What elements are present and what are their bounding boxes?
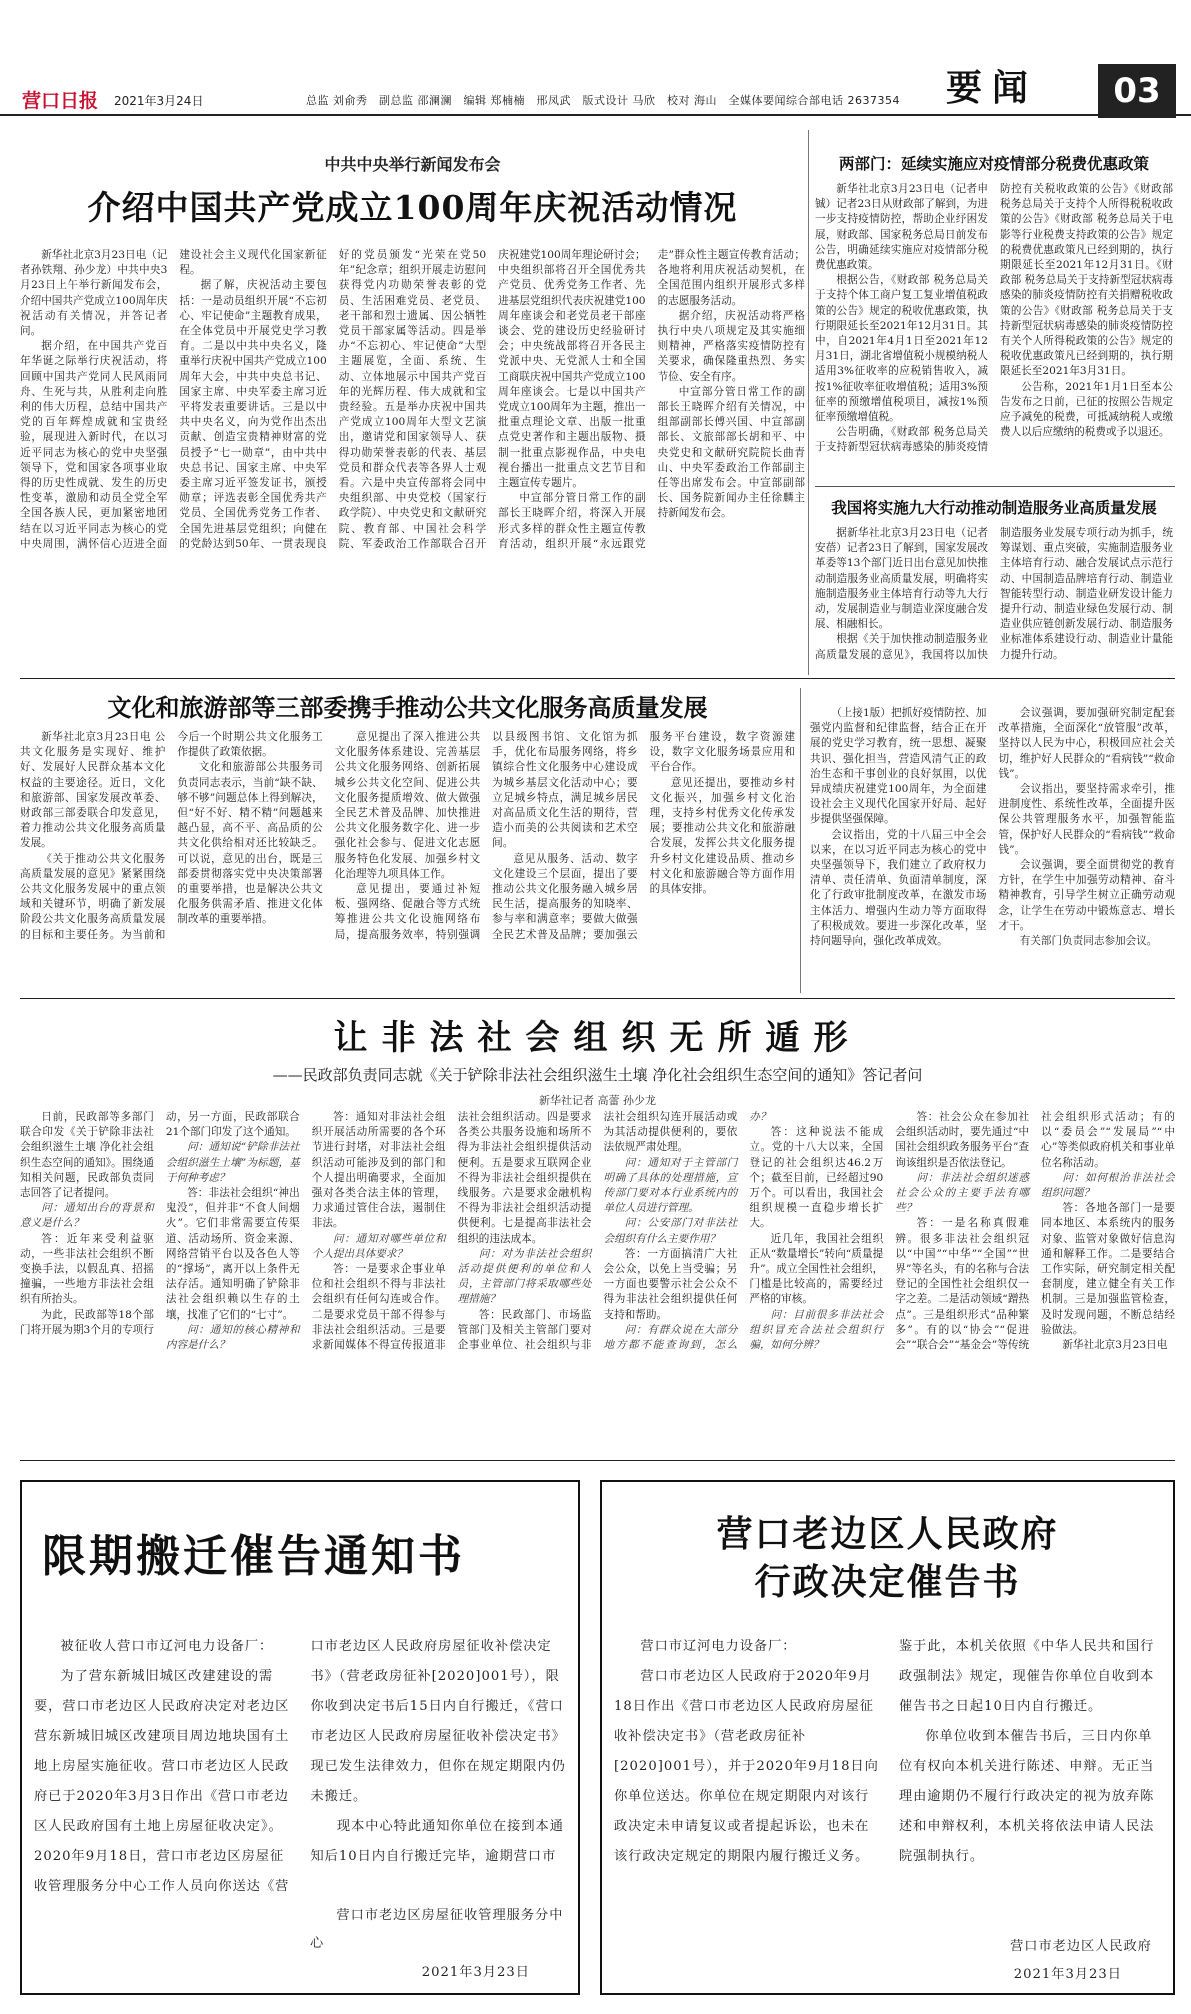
paragraph: 问：通知对哪些单位和个人提出具体要求？ [311,1232,446,1260]
paragraph: 据新华社北京3月23日电（记者安蓓）记者23日了解到，国家发展改革委等13个部门近日出台意见加快推动制造服务业高质量发展，明确将实施制造服务业主体培育行动等九大行动，发展制造业与制造业深度融合发展、相融相长。 [815,527,988,631]
paragraph: 公告明确，《财政部 税务总局关于支持新型冠状病毒感染的肺炎疫情防控有关税收政策的公告》《财政部 税务总局关于支持个人所得税税收政策的公告》《财政部 税务总局关于电影等行业税费支持政策的公告》规定的税费优惠政策凡已经到期的，执行期限延长至2021年12月31日。《财政部 税务总局关于支持新型冠状病毒感染的肺炎疫情防控有关捐赠税收政策的公告》《财政部 税务总局关于支持新型冠状病毒感染的肺炎疫情防控有关个人所得税政策的公告》规定的税收优惠政策凡已经到期的，执行期限延长至2021年3月31日。 [815,183,1173,454]
paragraph: 文化和旅游部公共服务司负责同志表示，当前“缺不缺、够不够”问题总体上得到解决，但“好不好、精不精”问题越来越凸显，高不平、高品质的公共文化供给相对还比较缺乏。可以说，意见的出台，既是三部委贯彻落实党中央决策部署的重要举措，也是解决公共文化服务供需矛盾、推进文化体制改革的重要举措。 [177,761,323,926]
notice-date: 2021年3月23日 [421,1965,530,1980]
paragraph: 近几年，我国社会组织正从“数量增长”转向“质量提升”。成立全国性社会组织，门槛是比较高的，需要经过严格的审核。 [749,1232,884,1306]
section-title: 要闻 [946,67,1039,109]
notice-date: 2021年3月23日 [1013,1967,1122,1982]
paragraph: 会议指出，党的十八届三中全会以来，在以习近平同志为核心的党中央坚强领导下，我们建立了政府权力清单、责任清单、负面清单制度，深化了行政审批制度改革，在激发市场主体活力、增强内生动力等方面取得了积极成效。要进一步深化改革，坚持问题导向，强化改革成效。 [810,828,987,948]
paragraph: 意见提出，要通过补短板、强网络、促融合等方式统筹推进公共文化设施网络布局，提高服务效率，特别强调以县级图书馆、文化馆为抓手，优化布局服务网络，将乡镇综合性文化服务中心建设成为城乡基层文化活动中心；要立足城乡特点，满足城乡居民对高品质文化生活的期待，营造小而美的公共阅读和艺术空间。 [334,731,638,941]
paragraph: 答：一方面搞清广大社会公众，以免上当受骗；另一方面也要警示社会公众不得为非法社会组织提供任何支持和帮助。 [603,1247,738,1321]
paragraph: 答：近年来受利益驱动，一些非法社会组织不断变换手法，以假乱真、招摇撞骗，一些地方非法社会组织有所抬头。 [20,1232,154,1306]
article-public-culture [20,688,795,993]
paragraph: 根据《关于加快推动制造服务业高质量发展的意见》，我国将以加快制造服务业发展专项行动为抓手，统筹谋划、重点突破，实施制造服务业主体培育行动、融合发展试点示范行动、中国制造品牌培育行动、制造业智能转型行动、制造业研发设计能力提升行动、制造业绿色发展行动、制造业供应链创新发展行动、制造服务业标准体系建设行动、制造业计量能力提升行动。 [815,527,1173,661]
paragraph: 据了解，庆祝活动主要包括：一是动员组织开展“不忘初心、牢记使命”主题教育成果，在全体党员中开展党史学习教育。二是以中共中央名义，隆重举行庆祝中国共产党成立100周年大会，中共中央总书记、国家主席、中央军委主席习近平将发表重要讲话。三是以中共中央名义，向为党作出杰出贡献、创造宝贵精神财富的党员授予“七一勋章”，由中共中央总书记、国家主席、中央军委主席习近平签发证书，颁授勋章；评选表彰全国优秀共产党员、全国优秀党务工作者、全国先进基层党组织；向健在的党龄达到50年、一贯表现良好的党员颁发“光荣在党50年”纪念章；组织开展走访慰问获得党内功勋荣誉表彰的党员、生活困难党员、老党员、老干部和烈士遗属、因公牺牲党员干部家属等活动。四是举办“不忘初心、牢记使命”大型主题展览，全面、系统、生动、立体地展示中国共产党百年的光辉历程、伟大成就和宝贵经验。五是举办庆祝中国共产党成立100周年大型文艺演出，邀请党和国家领导人、获得功勋荣誉表彰的代表、基层党员和群众代表等各界人士观看。六是中央宣传部将会同中央组织部、中央党校（国家行政学院）、中央党史和文献研究院、教育部、中国社会科学院、军委政治工作部联合召开庆祝建党100周年理论研讨会；中央组织部将召开全国优秀共产党员、优秀党务工作者、先进基层党组织代表庆祝建党100周年座谈会和老党员老干部座谈会、党的建设历史经验研讨会；中央统战部将召开各民主党派中央、无党派人士和全国工商联庆祝中国共产党成立100周年座谈会。七是以中国共产党成立100周年为主题，推出一批重点理论文章、出版一批重点党史著作和主题出版物、摄制一批重点影视作品，中央电视台播出一批重点文艺节目和主题宣传专题片。 [179,249,646,550]
issue-date: 2021年3月24日 [114,94,204,108]
paragraph: 问：有群众说在大部分地方都不能查询到，怎么办？ [603,1111,771,1352]
masthead [0,0,1191,124]
paragraph: 答：一是要求企事业单位和社会组织不得与非法社会组织有任何勾连或合作。二是要求党员干部不得参与非法社会组织活动。三是要求新闻媒体不得宣传报道非法社会组织活动。四是要求各类公共服务设施和场所不得为非法社会组织提供活动便利。五是要求互联网企业不得为非法社会组织提供在线服务。六是要求金融机构不得为非法社会组织活动提供便利。七是提高非法社会组织的违法成本。 [311,1111,592,1352]
notice-body [34,1632,569,1912]
newspaper-logo: 营口日报 [22,90,99,112]
paragraph: 新华社北京3月23日电（记者孙铁翔、孙少龙）中共中央3月23日上午举行新闻发布会，介绍中国共产党成立100周年庆祝活动有关情况，并答记者问。 [20,249,168,338]
paragraph: 被征收人营口市辽河电力设备厂： [60,1639,274,1654]
paragraph: 中宣部分管日常工作的副部长王晓晖介绍有关情况，中组部副部长傅兴国、中宣部副部长、文旅部部长胡和平、中央党史和文献研究院院长曲青山、中央军委政治工作部副主任等出席发布会。中宣部副部长、国务院新闻办主任徐麟主持新闻发布会。 [657,385,805,520]
paragraph: 会议强调，要全面贯彻党的教育方针，在学生中加强劳动精神、奋斗精神教育，引导学生树立正确劳动观念，让学生在劳动中锻炼意志、增长才干。 [998,859,1175,932]
paragraph: 会议指出，要坚持需求牵引，推进制度性、系统性改革，全面提升医保公共管理服务水平，加强智能监管，保护好人民群众的“看病钱”“救命钱”。 [998,783,1175,856]
article-body [815,182,1173,474]
article-byline: 新华社记者 高蕾 孙少龙 [539,1094,656,1107]
paragraph: 答：民政部门、市场监管部门及相关主管部门要对企事业单位、社会组织与非法社会组织勾连开展活动或为其活动提供便利的，要依法依规严肃处理。 [457,1111,738,1352]
paragraph: 问：通知说“铲除非法社会组织滋生土壤”为标题，基于何种考虑？ [165,1141,300,1184]
notice-title-line1: 营口老边区人民政府 [716,1513,1059,1555]
article-continued [810,706,1175,996]
paragraph: 问：公安部门对非法社会组织有什么主要作用？ [603,1217,738,1245]
article-body [20,248,805,668]
article-body [810,706,1175,994]
section-divider [20,998,1175,999]
notice-signer: 营口市老边区人民政府 [1010,1939,1152,1954]
notice-administrative-reminder [600,1480,1175,1995]
editorial-staff: 总监 刘俞秀 副总监 邵澜澜 编辑 郑楠楠 邢凤武 版式设计 马欣 校对 海山 全媒体要闻综合部电话 2637354 [306,94,900,107]
section-divider [815,486,1175,487]
paragraph: 意见还提出，要推动乡村文化振兴，加强乡村文化治理，支持乡村优秀文化传承发展；要推动公共文化和旅游融合发展，发挥公共文化服务提升乡村文化建设品质、推动乡村文化和旅游融合等方面作用的具体安排。 [649,776,795,896]
article-headline: 两部门：延续实施应对疫情部分税费优惠政策 [838,154,1149,173]
masthead-rule [0,114,1191,116]
article-body [20,1110,1175,1450]
paragraph: 答：非法社会组织“神出鬼没”，但并非“不食人间烟火”。它们非常需要宣传渠道、活动场所、资金来源、网络营销平台以及各色人等的“撑场”，离开以上条件无法存活。通知明确了铲除非法社会组织赖以生存的土壤，找准了它们的“七寸”。 [165,1187,300,1321]
paragraph: 有关部门负责同志参加会议。 [1019,935,1158,948]
article-body [20,730,795,990]
paragraph: 营口市辽河电力设备厂： [640,1639,797,1654]
paragraph: 为了营东新城旧城区改建建设的需要，营口市老边区人民政府决定对老边区营东新城旧城区改建项目周边地块国有土地上房屋实施征收。营口市老边区人民政府已于2020年3月3日作出《营口市老边区人民政府国有土地上房屋征收决定》。2020年9月18日，营口市老边区房屋征收管理服务分中心工作人员向你送达《营口市老边区人民政府房屋征收补偿决定书》（营老政房征补[2020]001号），限你收到决定书后15日内自行搬迁，《营口市老边区人民政府房屋征收补偿决定书》现已发生法律效力，但你在规定期限内仍未搬迁。 [34,1639,566,1894]
notice-body [614,1632,1164,1937]
paragraph: 会议强调，要加强研究制定配套改革措施，全面深化“放管服”改革，坚持以人民为中心，积极回应社会关切，维护好人民群众的“看病钱”“救命钱”。 [998,707,1175,780]
paragraph: 营口市老边区人民政府于2020年9月18日作出《营口市老边区人民政府房屋征收补偿决定书》（营老政房征补[2020]001号），并于2020年9月18日向你单位送达。你单位在规定期限内对该行政决定未申请复议或者提起诉讼，也未在该行政决定规定的期限内履行搬迁义务。鉴于此，本机关依照《中华人民共和国行政强制法》规定，现催告你单位自收到本催告书之日起10日内自行搬迁。 [614,1639,1155,1864]
article-headline: 介绍中国共产党成立100周年庆祝活动情况 [87,188,738,227]
paragraph: 新华社北京3月23日电（记者申铖）记者23日从财政部了解到，为进一步支持疫情防控，帮助企业纾困发展，财政部、国家税务总局日前发布公告，明确延续实施应对疫情部分税费优惠政策。 [815,183,988,272]
article-illegal-organizations [20,1010,1175,1455]
article-kicker: 中共中央举行新闻发布会 [324,155,501,174]
page-number: 03 [1098,64,1176,118]
paragraph: 问：非法社会组织迷惑社会公众的主要手法有哪些？ [895,1171,1030,1215]
paragraph: 意见提出了深入推进公共文化服务体系建设、完善基层公共文化服务网络、创新拓展城乡公共文化空间、促进公共文化服务提质增效、做大做强全民艺术普及品牌、加快推进公共文化服务数字化、进一步强化社会参与、促进文化志愿服务特色化发展、加强乡村文化治理等九项具体工作。 [334,731,481,880]
paragraph: 答：通知对非法社会组织开展活动所需要的各个环节进行封堵，对非法社会组织活动可能涉及到的部门和个人提出明确要求，全面加强对各类合法主体的管理，力求通过管住合法，遏制住非法。 [311,1111,446,1230]
paragraph: 新华社北京3月23日电 公共文化服务是实现好、维护好、发展好人民群众基本文化权益的主要途径。近日，文化和旅游部、国家发展改革委、财政部三部委联合印发意见，着力推动公共文化服务高质量发展。 [20,731,166,850]
paragraph: 意见从服务、活动、数字文化建设三个层面，提出了要推动公共文化服务融入城乡居民生活，提高服务的知晓率、参与率和满意率；要做大做强全民艺术普及品牌；要加强云服务平台建设，数字资源建设，数字文化服务场景应用和平台合作。 [492,731,795,941]
article-body [815,526,1173,676]
column-divider [800,688,801,993]
paragraph: 问：对为非法社会组织活动提供便利的单位和人员，主管部门将采取哪些处理措施？ [457,1247,592,1306]
paragraph: 问：目前很多非法社会组织冒充合法社会组织行骗，如何分辨？ [749,1308,884,1352]
paragraph: 日前，民政部等多部门联合印发《关于铲除非法社会组织滋生土壤 净化社会组织生态空间的通知》。围绕通知相关问题，民政部负责同志回答了记者提问。 [20,1111,154,1200]
paragraph: 你单位收到本催告书后，三日内你单位有权向本机关进行陈述、申辩。无正当理由逾期仍不履行行政决定的视为放弃陈述和申辩权利，本机关将依法申请人民法院强制执行。 [899,1729,1155,1864]
article-subtitle: ——民政部负责同志就《关于铲除非法社会组织滋生土壤 净化社会组织生态空间的通知》答记者问 [272,1066,923,1084]
paragraph: 问：通知出台的背景和意义是什么？ [20,1202,154,1230]
paragraph: 据介绍，庆祝活动将严格执行中央八项规定及其实施细则精神，严格落实疫情防控有关要求，确保隆重热烈、务实节俭、安全有序。 [657,309,805,383]
paragraph: 问：通知的核心精神和内容是什么？ [165,1323,300,1352]
paragraph: 答：这种说法不能成立。党的十八大以来，全国登记的社会组织达46.2万个；截至目前，已经超过90万个。可以看出，我国社会组织规模一直稳步增长扩大。 [749,1126,884,1230]
paragraph: 为此，民政部等18个部门将开展为期3个月的专项行动，另一方面，民政部联合21个部门印发了这个通知。 [20,1111,300,1336]
paragraph: 根据公告，《财政部 税务总局关于支持个体工商户复工复业增值税政策的公告》规定的税收优惠政策，执行期限延长至2021年12月31日。其中，自2021年4月1日至2021年12月31日，湖北省增值税小规模纳税人适用3%征收率的应税销售收入，减按1%征收率征收增值税；适用3%预征率的预缴增值税项目，减按1%预征率预缴增值税。 [815,274,988,424]
notice-title-line2: 行政决定催告书 [754,1561,1021,1603]
paragraph: 问：通知对于主管部门明确了具体的处理措施，宣传部门要对本行业系统内的单位人员进行管理。 [603,1156,738,1215]
article-headline: 让非法社会组织无所遁形 [333,1018,862,1058]
paragraph: 中宣部分管日常工作的副部长王晓晖介绍，将深入开展形式多样的群众性主题宣传教育活动，组织开展“永远跟党走”群众性主题宣传教育活动；各地将利用庆祝活动契机，在全国范围内组织开展形式多样的志愿服务活动。 [498,249,805,550]
paragraph: 答：社会公众在参加社会组织活动时，要先通过“中国社会组织政务服务平台”查询该组织是否依法登记。 [895,1111,1030,1169]
article-manufacturing-services [815,496,1173,676]
paragraph: 据介绍，在中国共产党百年华诞之际举行庆祝活动，将回顾中国共产党同人民风雨同舟、生死与共，从胜利走向胜利的伟大历程，总结中国共产党的百年辉煌成就和宝贵经验，展现进入新时代，在以习近平同志为核心的党中央坚强领导下，党和国家各项事业取得的历史性成就、发生的历史性变革，激励和动员全党全军全国各族人民，更加紧密地团结在以习近平同志为核心的党中央周围，满怀信心迈进全面建设社会主义现代化国家新征程。 [20,249,327,550]
paragraph: 公告称，2021年1月1日至本公告发布之日前，已征的按照公告规定应予减免的税费，可抵减纳税人或缴费人以后应缴纳的税费或予以退还。 [1000,380,1173,439]
notice-signer: 营口市老边区房屋征收管理服务分中心 [310,1908,564,1951]
notice-relocation-reminder [20,1480,580,1995]
paragraph: 《关于推动公共文化服务高质量发展的意见》紧紧围绕公共文化服务发展中的重点领域和关键环节，明确了新发展阶段公共文化服务高质量发展的目标和主要任务。为当前和今后一个时期公共文化服务工作提供了政策依据。 [20,731,323,941]
article-tax-policy [815,152,1173,472]
paragraph: 新华社北京3月23日电 [1062,1339,1168,1352]
article-headline: 文化和旅游部等三部委携手推动公共文化服务高质量发展 [107,693,708,722]
section-divider [20,678,1175,679]
column-divider [808,130,809,675]
notice-title: 限期搬迁催告通知书 [42,1531,465,1582]
paragraph: 问：如何根治非法社会组织问题？ [1041,1171,1175,1200]
paragraph: 答：一是名称真假难辨。很多非法社会组织冠以“中国”“中华”“全国”“世界”等名头，有的名称与合法登记的全国性社会组织仅一字之差。二是活动领域“蹭热点”。三是组织形式“品种繁多”。有的以“协会”“促进会”“联合会”“基金会”等传统社会组织形式活动；有的以“委员会”“发展局”“中心”等类似政府机关和事业单位名称活动。 [895,1111,1175,1352]
article-headline: 我国将实施九大行动推动制造服务业高质量发展 [831,498,1157,517]
paragraph: 现本中心特此通知你单位在接到本通知后10日内自行搬迁完毕，逾期营口市 [310,1819,564,1864]
paragraph: 答：各地各部门一是要同本地区、本系统内的服务对象、监管对象做好信息沟通和解释工作。二是要结合工作实际，研究制定相关配套制度，建立健全有关工作机制。三是加强监管检查，及时发现问题，不断总结经验做法。 [1041,1202,1175,1336]
article-party-centenary [20,152,805,674]
section-divider [20,1460,1175,1461]
paragraph: （上接1版）把抓好疫情防控、加强党内监督和纪律监督，结合正在开展的党史学习教育，统一思想、凝聚共识、强化担当，营造风清气正的政治生态和干事创业的良好氛围，以优异成绩庆祝建党100周年，为全面建设社会主义现代化国家开好局、起好步提供坚强保障。 [810,707,987,826]
